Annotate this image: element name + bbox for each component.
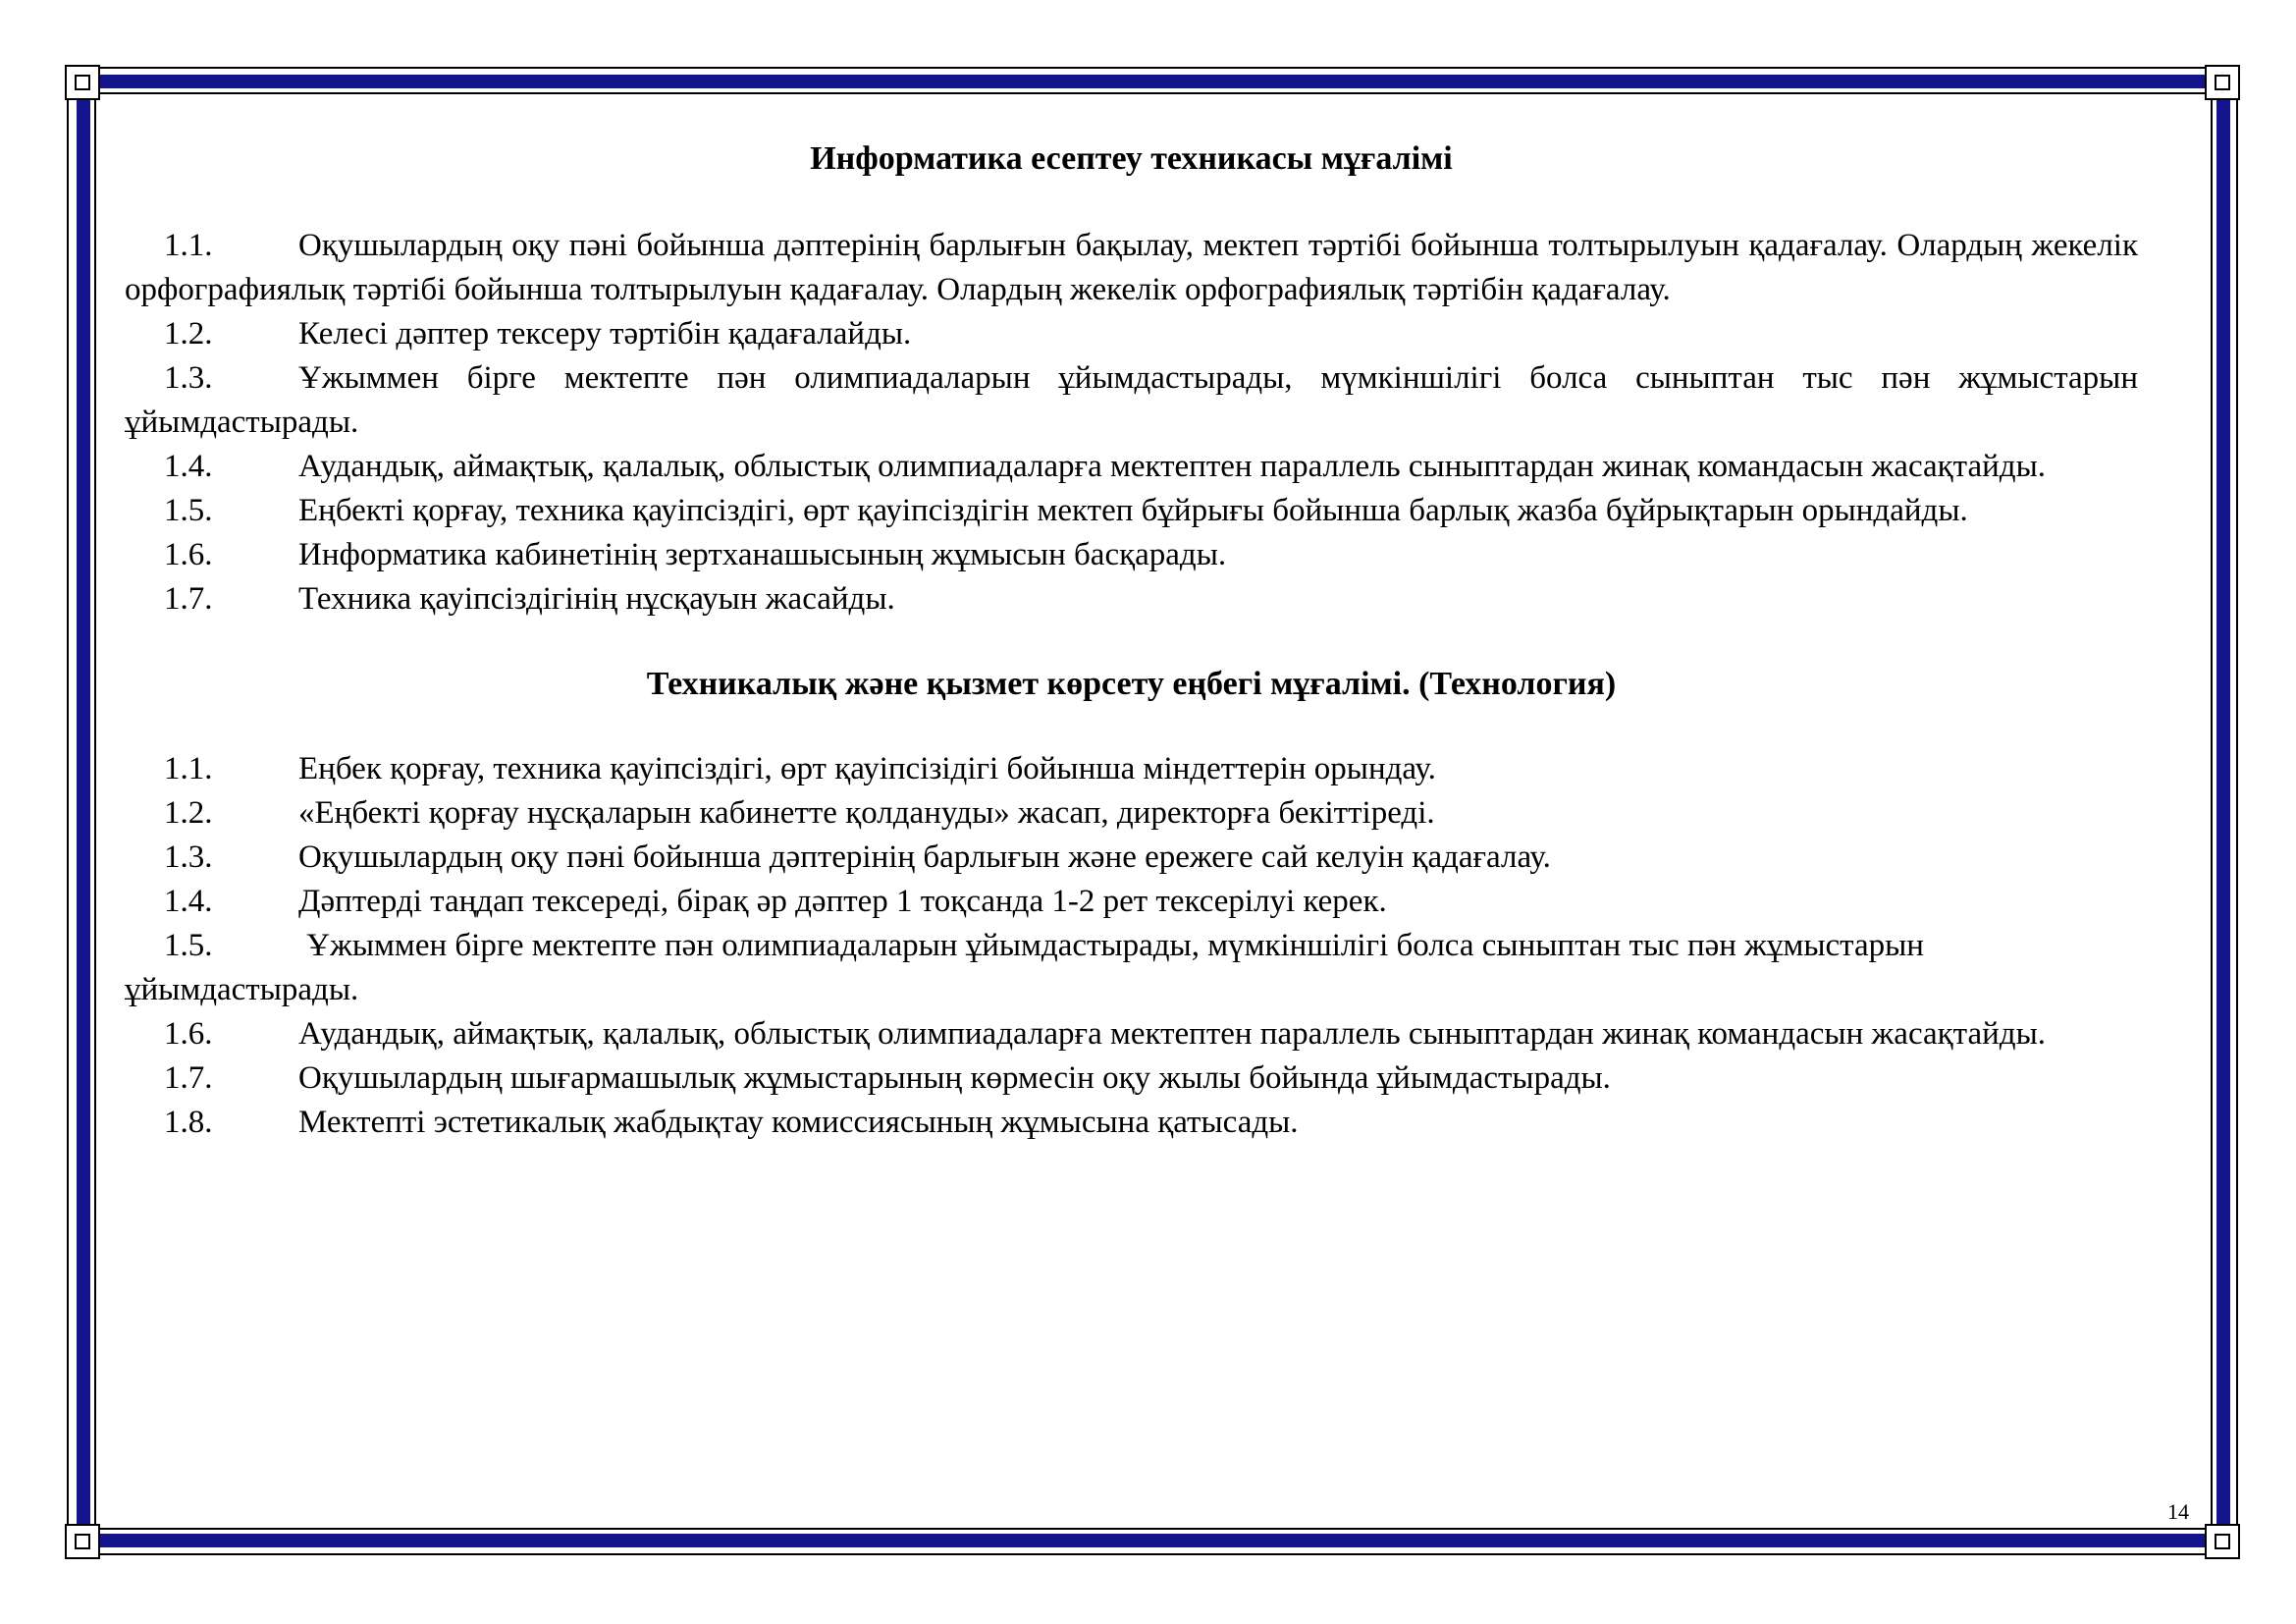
item-text: Еңбекті қорғау, техника қауіпсіздігі, өрт қауіпсіздігін мектеп бұйрығы бойынша барлық жазба бұйрықтарын орындайды. [298, 493, 1968, 528]
list-item [125, 356, 2138, 445]
item-text: Аудандық, аймақтық, қалалық, облыстық олимпиадаларға мектептен параллель сыныптардан жинақ командасын жасақтайды. [298, 1016, 2047, 1052]
item-text: Дәптерді таңдап тексереді, бірақ әр дәптер 1 тоқсанда 1-2 рет тексерілуі керек. [298, 884, 1387, 919]
item-text: «Еңбекті қорғау нұсқаларын кабинетте қолдануды» жасап, директорға бекіттіреді. [298, 795, 1435, 831]
item-number: 1.5. [164, 928, 213, 963]
item-text: Ұжыммен бірге мектепте пән олимпиадаларын ұйымдастырады, мүмкіншілігі болса сыныптан тыс пән жұмыстарын ұйымдастырады. [125, 928, 1924, 1007]
item-text: Еңбек қорғау, техника қауіпсіздігі, өрт қауіпсізідігі бойынша міндеттерін орындау. [298, 751, 1436, 786]
item-text: Аудандық, аймақтық, қалалық, облыстық олимпиадаларға мектептен параллель сыныптардан жинақ командасын жасақтайды. [298, 449, 2047, 484]
list-item [125, 880, 2138, 924]
list-item [125, 1101, 2138, 1145]
item-number: 1.2. [164, 316, 213, 352]
item-number: 1.3. [164, 839, 213, 875]
item-text: Келесі дәптер тексеру тәртібін қадағалайды. [298, 316, 912, 352]
list-item [125, 312, 2138, 356]
item-text: Мектепті эстетикалық жабдықтау комиссиясының жұмысына қатысады. [298, 1105, 1299, 1140]
list-item [125, 445, 2138, 489]
item-text: Оқушылардың шығармашылық жұмыстарының көрмесін оқу жылы бойында ұйымдастырады. [298, 1060, 1611, 1096]
item-number: 1.8. [164, 1105, 213, 1140]
item-text: Оқушылардың оқу пәні бойынша дәптерінің барлығын және ережеге сай келуін қадағалау. [298, 839, 1551, 875]
page-number: 14 [2167, 1499, 2189, 1524]
border-corner-bottom-right [2205, 1524, 2240, 1559]
border-corner-top-left [65, 65, 100, 100]
item-number: 1.6. [164, 1016, 213, 1052]
section-list-technology [125, 747, 2138, 1145]
section-list-informatics [125, 224, 2138, 622]
item-text: Техника қауіпсіздігінің нұсқауын жасайды. [298, 581, 895, 617]
item-number: 1.2. [164, 795, 213, 831]
item-number: 1.5. [164, 493, 213, 528]
border-corner-bottom-left [65, 1524, 100, 1559]
list-item [125, 1012, 2138, 1056]
list-item [125, 1056, 2138, 1101]
item-text: Информатика кабинетінің зертханашысының жұмысын басқарады. [298, 537, 1227, 572]
list-item [125, 224, 2138, 312]
item-number: 1.7. [164, 1060, 213, 1096]
item-text: Оқушылардың оқу пәні бойынша дәптерінің барлығын бақылау, мектеп тәртібі бойынша толтырылуын қадағалау. Олардың жекелік орфографиялық тәртібі бойынша толтырылуын қадағалау. Олардың жекелік орфографиялық тәртібін қадағалау. [125, 228, 2138, 307]
item-number: 1.1. [164, 751, 213, 786]
list-item [125, 489, 2138, 533]
section-title-informatics: Информатика есептеу техникасы мұғалімі [810, 140, 1453, 177]
section-title-technology: Техникалық және қызмет көрсету еңбегі мұғалімі. (Технология) [646, 666, 1617, 702]
item-number: 1.3. [164, 360, 213, 396]
list-item [125, 747, 2138, 791]
item-number: 1.4. [164, 449, 213, 484]
list-item [125, 836, 2138, 880]
list-item [125, 924, 2138, 1012]
item-number: 1.4. [164, 884, 213, 919]
item-number: 1.6. [164, 537, 213, 572]
document-body [125, 137, 2138, 1145]
list-item [125, 577, 2138, 622]
item-text: Ұжыммен бірге мектепте пән олимпиадаларын ұйымдастырады, мүмкіншілігі болса сыныптан тыс пән жұмыстарын ұйымдастырады. [125, 360, 2138, 440]
border-corner-top-right [2205, 65, 2240, 100]
item-number: 1.1. [164, 228, 213, 263]
list-item [125, 533, 2138, 577]
item-number: 1.7. [164, 581, 213, 617]
list-item [125, 791, 2138, 836]
